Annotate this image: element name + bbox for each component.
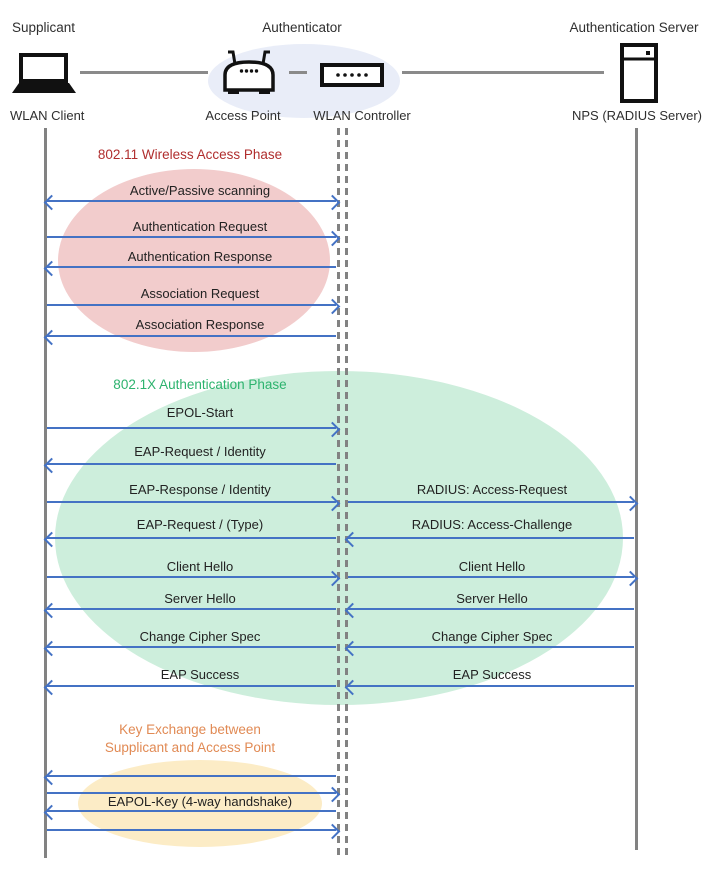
arrow-scanning	[47, 200, 336, 202]
label-server-hello-left: Server Hello	[164, 591, 236, 606]
connector-client-ap	[80, 71, 208, 74]
arrow-client-hello-left	[47, 576, 336, 578]
arrow-authentication-request	[47, 236, 336, 238]
phase2-title: 802.1X Authentication Phase	[113, 377, 287, 392]
laptop-icon	[10, 52, 78, 96]
connector-ap-controller	[289, 71, 307, 74]
label-change-cipher-right: Change Cipher Spec	[431, 629, 553, 644]
label-radius-access-challenge: RADIUS: Access-Challenge	[411, 517, 573, 532]
access-point-icon	[220, 48, 278, 94]
label-eap-request-type: EAP-Request / (Type)	[136, 517, 264, 532]
phase3-title-line1: Key Exchange between	[119, 722, 261, 737]
arrow-epol-start	[47, 427, 336, 429]
arrow-eap-response-identity	[47, 501, 336, 503]
label-scanning: Active/Passive scanning	[129, 183, 271, 198]
label-server-hello-right: Server Hello	[456, 591, 528, 606]
label-eap-response-identity: EAP-Response / Identity	[129, 482, 271, 497]
label-eap-request-identity: EAP-Request / Identity	[134, 444, 266, 459]
arrow-server-hello-right	[348, 608, 634, 610]
connector-controller-server	[402, 71, 604, 74]
wlan-controller-icon	[320, 63, 384, 87]
label-eap-success-left: EAP Success	[160, 667, 240, 682]
arrow-eapol-key-3	[47, 810, 336, 812]
arrow-eapol-key-1	[47, 775, 336, 777]
label-radius-access-request: RADIUS: Access-Request	[416, 482, 568, 497]
phase1-title: 802.11 Wireless Access Phase	[97, 147, 283, 162]
arrow-authentication-response	[47, 266, 336, 268]
arrow-radius-access-request	[348, 501, 634, 503]
arrow-association-request	[47, 304, 336, 306]
arrow-eapol-key-4	[47, 829, 336, 831]
label-eapol-key: EAPOL-Key (4-way handshake)	[107, 794, 293, 809]
arrow-server-hello-left	[47, 608, 336, 610]
role-authenticator: Authenticator	[262, 20, 342, 35]
arrow-change-cipher-right	[348, 646, 634, 648]
arrow-client-hello-right	[348, 576, 634, 578]
lifeline-radius-server	[635, 128, 638, 850]
node-wlan-client: WLAN Client	[10, 108, 85, 123]
phase3-title-line2: Supplicant and Access Point	[104, 740, 276, 755]
server-icon	[620, 43, 658, 103]
label-epol-start: EPOL-Start	[166, 405, 234, 420]
role-supplicant: Supplicant	[12, 20, 76, 35]
arrow-association-response	[47, 335, 336, 337]
label-change-cipher-left: Change Cipher Spec	[139, 629, 261, 644]
node-access-point: Access Point	[205, 108, 281, 123]
label-authentication-request: Authentication Request	[132, 219, 268, 234]
node-nps-radius-server: NPS (RADIUS Server)	[571, 108, 703, 123]
arrow-eap-request-identity	[47, 463, 336, 465]
label-client-hello-right: Client Hello	[458, 559, 526, 574]
role-authentication-server: Authentication Server	[569, 20, 699, 35]
arrow-eap-success-right	[348, 685, 634, 687]
lifeline-controller-right	[345, 128, 348, 855]
arrow-eap-request-type	[47, 537, 336, 539]
label-association-response: Association Response	[135, 317, 265, 332]
label-eap-success-right: EAP Success	[452, 667, 532, 682]
arrow-change-cipher-left	[47, 646, 336, 648]
arrow-radius-access-challenge	[348, 537, 634, 539]
arrow-eap-success-left	[47, 685, 336, 687]
label-client-hello-left: Client Hello	[166, 559, 234, 574]
node-wlan-controller: WLAN Controller	[313, 108, 411, 123]
label-association-request: Association Request	[140, 286, 260, 301]
label-authentication-response: Authentication Response	[127, 249, 273, 264]
